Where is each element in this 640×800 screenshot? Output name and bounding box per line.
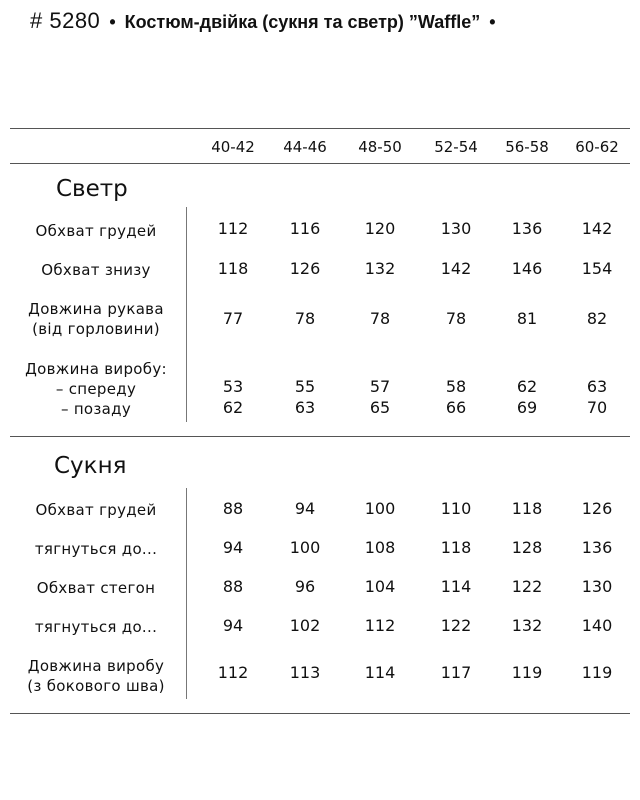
measurement-value: 88 xyxy=(222,577,244,596)
title-bullet: • xyxy=(109,12,116,32)
dress-section-title: Сукня xyxy=(54,453,127,479)
sweater-section-title: Светр xyxy=(56,176,128,202)
measurement-value: 63 xyxy=(586,377,608,396)
title-bullet: • xyxy=(489,12,496,32)
measurement-value: 102 xyxy=(289,616,321,635)
measurement-value: 122 xyxy=(440,616,472,635)
measurement-value: 142 xyxy=(581,219,613,238)
measurement-value: 96 xyxy=(294,577,316,596)
measurement-value: 116 xyxy=(289,219,321,238)
document-title xyxy=(30,8,500,34)
measurement-value: 114 xyxy=(440,577,472,596)
measurement-value: 78 xyxy=(294,309,316,328)
measurement-label: Обхват грудей xyxy=(35,501,157,519)
measurement-value: 136 xyxy=(511,219,543,238)
dress-column-divider xyxy=(186,488,187,699)
measurement-value: 100 xyxy=(289,538,321,557)
measurement-value: 132 xyxy=(364,259,396,278)
measurement-value: 94 xyxy=(222,538,244,557)
size-column-header: 60-62 xyxy=(575,138,619,156)
measurement-value: 118 xyxy=(217,259,249,278)
measurement-value: 94 xyxy=(222,616,244,635)
size-column-header: 52-54 xyxy=(434,138,478,156)
measurement-label: Обхват стегон xyxy=(36,579,156,597)
measurement-value: 128 xyxy=(511,538,543,557)
measurement-label: (з бокового шва) xyxy=(27,677,165,695)
measurement-value: 65 xyxy=(369,398,391,417)
measurement-value: 77 xyxy=(222,309,244,328)
measurement-value: 118 xyxy=(511,499,543,518)
measurement-value: 78 xyxy=(369,309,391,328)
section-divider xyxy=(10,436,630,437)
measurement-value: 69 xyxy=(516,398,538,417)
measurement-value: 140 xyxy=(581,616,613,635)
measurement-value: 130 xyxy=(440,219,472,238)
measurement-value: 58 xyxy=(445,377,467,396)
measurement-value: 119 xyxy=(581,663,613,682)
size-column-header: 56-58 xyxy=(505,138,549,156)
size-column-header: 44-46 xyxy=(283,138,327,156)
measurement-value: 78 xyxy=(445,309,467,328)
measurement-label: – позаду xyxy=(60,400,132,418)
measurement-value: 66 xyxy=(445,398,467,417)
measurement-value: 100 xyxy=(364,499,396,518)
measurement-label: Довжина виробу: xyxy=(25,360,167,378)
measurement-value: 88 xyxy=(222,499,244,518)
measurement-value: 112 xyxy=(217,219,249,238)
sweater-column-divider xyxy=(186,207,187,422)
measurement-value: 104 xyxy=(364,577,396,596)
measurement-value: 122 xyxy=(511,577,543,596)
product-code: # 5280 xyxy=(30,8,101,33)
measurement-value: 57 xyxy=(369,377,391,396)
measurement-value: 62 xyxy=(516,377,538,396)
header-divider xyxy=(10,163,630,164)
measurement-value: 112 xyxy=(217,663,249,682)
measurement-value: 108 xyxy=(364,538,396,557)
measurement-value: 110 xyxy=(440,499,472,518)
measurement-label: Обхват знизу xyxy=(41,261,151,279)
measurement-value: 120 xyxy=(364,219,396,238)
product-name: Костюм-двійка (сукня та светр) ”Waffle” xyxy=(124,12,481,32)
table-top-divider xyxy=(10,128,630,129)
measurement-value: 82 xyxy=(586,309,608,328)
size-column-header: 48-50 xyxy=(358,138,402,156)
measurement-value: 142 xyxy=(440,259,472,278)
measurement-label: Довжина виробу xyxy=(27,657,165,675)
measurement-value: 81 xyxy=(516,309,538,328)
measurement-value: 94 xyxy=(294,499,316,518)
measurement-value: 114 xyxy=(364,663,396,682)
measurement-label: тягнуться до... xyxy=(34,540,158,558)
measurement-value: 117 xyxy=(440,663,472,682)
measurement-label: (від горловини) xyxy=(32,320,160,338)
measurement-value: 70 xyxy=(586,398,608,417)
measurement-value: 113 xyxy=(289,663,321,682)
measurement-label: тягнуться до... xyxy=(34,618,158,636)
measurement-label: Довжина рукава xyxy=(28,300,164,318)
table-bottom-divider xyxy=(10,713,630,714)
measurement-value: 126 xyxy=(581,499,613,518)
measurement-value: 55 xyxy=(294,377,316,396)
measurement-label: Обхват грудей xyxy=(35,222,157,240)
measurement-label: – спереду xyxy=(55,380,137,398)
measurement-value: 136 xyxy=(581,538,613,557)
measurement-value: 126 xyxy=(289,259,321,278)
measurement-value: 118 xyxy=(440,538,472,557)
measurement-value: 130 xyxy=(581,577,613,596)
measurement-value: 119 xyxy=(511,663,543,682)
measurement-value: 112 xyxy=(364,616,396,635)
measurement-value: 63 xyxy=(294,398,316,417)
measurement-value: 62 xyxy=(222,398,244,417)
measurement-value: 154 xyxy=(581,259,613,278)
size-column-header: 40-42 xyxy=(211,138,255,156)
measurement-value: 146 xyxy=(511,259,543,278)
measurement-value: 53 xyxy=(222,377,244,396)
measurement-value: 132 xyxy=(511,616,543,635)
